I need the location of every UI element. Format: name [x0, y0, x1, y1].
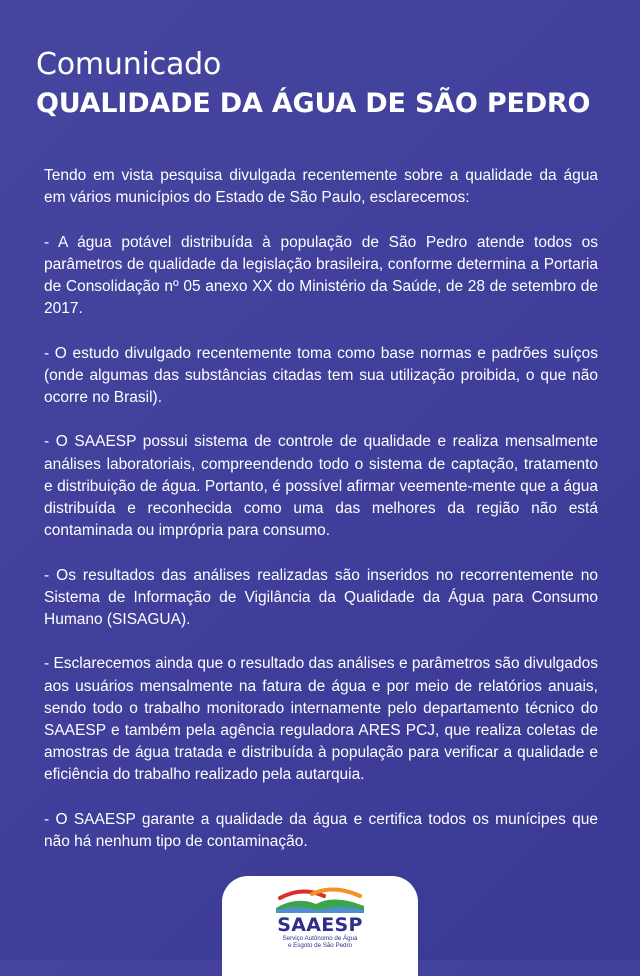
paragraph-quality-control: - O SAAESP possui sistema de controle de qualidade e realiza mensalmente análises laboratoriais, compreendendo todo o sistema de captação, tratamento e distribuição de água. Portanto, é possível afirmar veemente-mente que a água distribuída e reconhecida como uma das melhores da região não está contaminada ou imprópria para consumo.: [44, 433, 598, 540]
header: [36, 46, 616, 122]
logo-tagline-line-2: e Esgoto de São Pedro: [288, 942, 352, 949]
page-title: QUALIDADE DA ÁGUA DE SÃO PEDRO: [36, 88, 591, 119]
paragraph-legislation: - A água potável distribuída à população de São Pedro atende todos os parâmetros de qualidade da legislação brasileira, conforme determina a Portaria de Consolidação nº 05 anexo XX do Ministério da Saúde, de 28 de setembro de 2017.: [44, 233, 598, 318]
paragraph-guarantee: - O SAAESP garante a qualidade da água e certifica todos os munícipes que não há nenhum tipo de contaminação.: [44, 810, 598, 850]
logo-mountains-icon: [272, 884, 368, 914]
saaesp-logo: [222, 884, 418, 949]
logo-name: SAAESP: [277, 914, 363, 936]
paragraph-intro: Tendo em vista pesquisa divulgada recentemente sobre a qualidade da água em vários municípios do Estado de São Paulo, esclarecemos:: [44, 167, 598, 207]
logo-tagline-line-1: Serviço Autônomo de Água: [282, 935, 358, 942]
page-subtitle: Comunicado: [36, 47, 222, 82]
paragraph-disclosure: - Esclarecemos ainda que o resultado das análises e parâmetros são divulgados aos usuários mensalmente na fatura de água e por meio de relatórios anuais, sendo todo o trabalho monitorado internamente pelo departamento técnico do SAAESP e também pela agência reguladora ARES PCJ, que realiza coletas de amostras de água tratada e distribuída à população para verificar a qualidade e eficiência do trabalho realizado pela autarquia.: [44, 655, 599, 784]
announcement-body: [44, 165, 598, 875]
paragraph-sisagua: - Os resultados das análises realizadas são inseridos no recorrentemente no Sistema de Informação de Vigilância da Qualidade da Água para Consumo Humano (SISAGUA).: [44, 566, 598, 628]
footer-logo-card: [222, 876, 418, 976]
paragraph-swiss-study: - O estudo divulgado recentemente toma como base normas e padrões suíços (onde algumas das substâncias citadas tem sua utilização proibida, o que não ocorre no Brasil).: [44, 344, 598, 406]
